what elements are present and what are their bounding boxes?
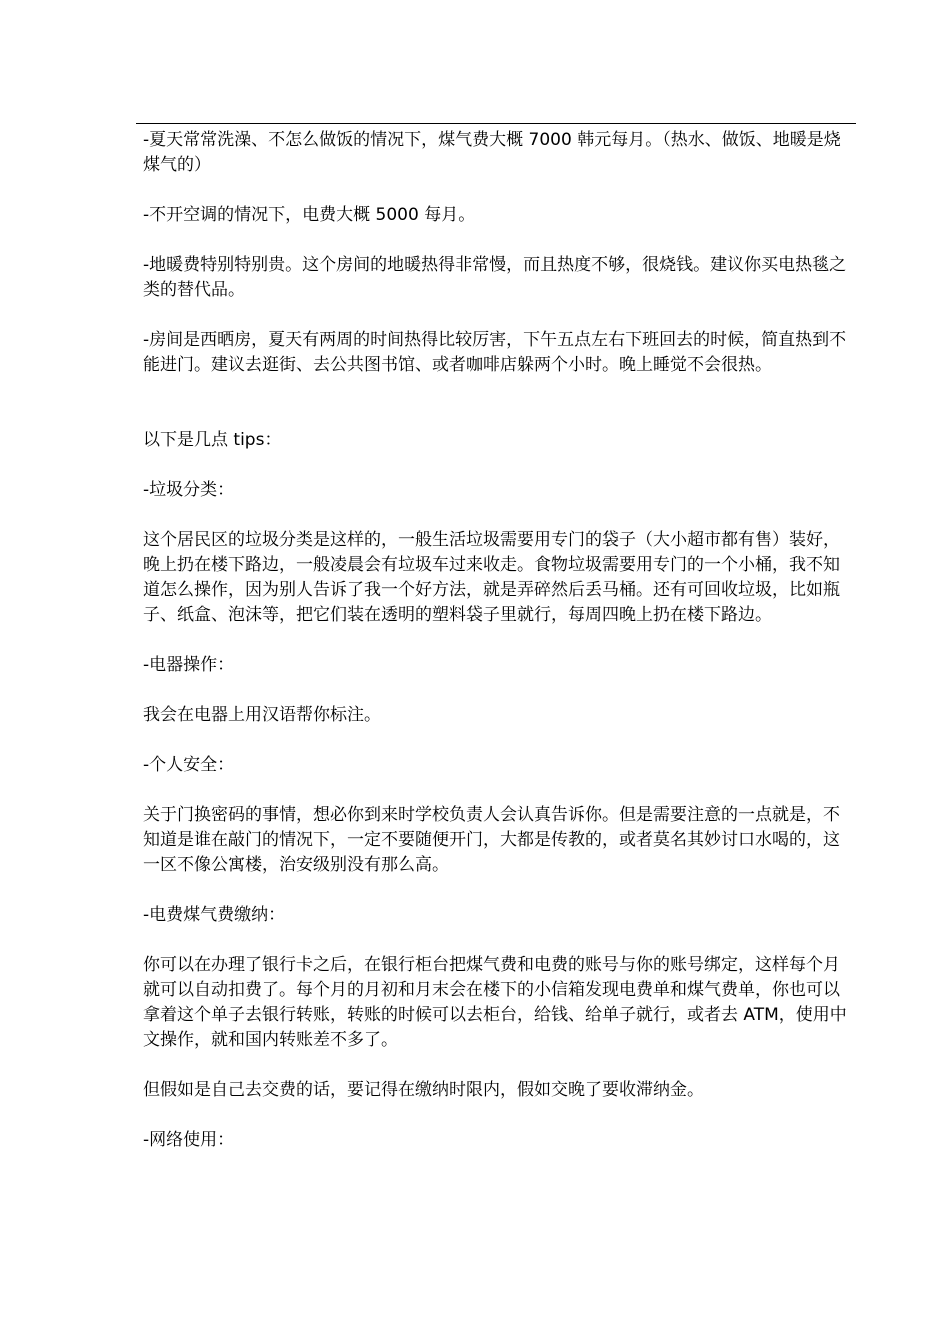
paragraph-floor-heating: -地暖费特别特别贵。这个房间的地暖热得非常慢，而且热度不够，很烧钱。建议你买电热毯之类的替代品。 (143, 255, 847, 300)
paragraph-west-facing-room: -房间是西晒房，夏天有两周的时间热得比较厉害，下午五点左右下班回去的时候，简直热到不能进门。建议去逛街、去公共图书馆、或者咖啡店躲两个小时。晚上睡觉不会很热。 (143, 330, 847, 375)
paragraph-electricity-fee: -不开空调的情况下，电费大概 5000 每月。 (143, 205, 476, 225)
section-heading-safety: -个人安全： (143, 755, 235, 775)
section-heading-internet: -网络使用： (143, 1130, 235, 1150)
section-heading-garbage: -垃圾分类： (143, 480, 235, 500)
document-body (143, 128, 848, 1178)
paragraph-garbage-sorting: 这个居民区的垃圾分类是这样的，一般生活垃圾需要用专门的袋子（大小超市都有售）装好，晚上扔在楼下路边，一般凌晨会有垃圾车过来收走。食物垃圾需要用专门的一个小桶，我不知道怎么操作，因为别人告诉了我一个好方法，就是弄碎然后丢马桶。还有可回收垃圾，比如瓶子、纸盒、泡沫等，把它们装在透明的塑料袋子里就行，每周四晚上扔在楼下路边。 (143, 530, 840, 625)
section-heading-appliances: -电器操作： (143, 655, 235, 675)
header-rule (136, 123, 856, 124)
paragraph-late-fee: 但假如是自己去交费的话，要记得在缴纳时限内，假如交晚了要收滞纳金。 (143, 1080, 704, 1100)
section-heading-bill-payment: -电费煤气费缴纳： (143, 905, 286, 925)
tips-heading: 以下是几点 tips： (143, 430, 282, 450)
paragraph-safety: 关于门换密码的事情，想必你到来时学校负责人会认真告诉你。但是需要注意的一点就是，不知道是谁在敲门的情况下，一定不要随便开门，大都是传教的，或者莫名其妙讨口水喝的，这一区不像公寓楼，治安级别没有那么高。 (143, 805, 840, 875)
paragraph-gas-fee: -夏天常常洗澡、不怎么做饭的情况下，煤气费大概 7000 韩元每月。（热水、做饭、地暖是烧煤气的） (143, 130, 841, 175)
paragraph-appliances: 我会在电器上用汉语帮你标注。 (143, 705, 381, 725)
paragraph-bill-payment: 你可以在办理了银行卡之后，在银行柜台把煤气费和电费的账号与你的账号绑定，这样每个月就可以自动扣费了。每个月的月初和月末会在楼下的小信箱发现电费单和煤气费单，你也可以拿着这个单子去银行转账，转账的时候可以去柜台，给钱、给单子就行，或者去 ATM，使用中文操作，就和国内转账差不多了。 (143, 955, 847, 1050)
